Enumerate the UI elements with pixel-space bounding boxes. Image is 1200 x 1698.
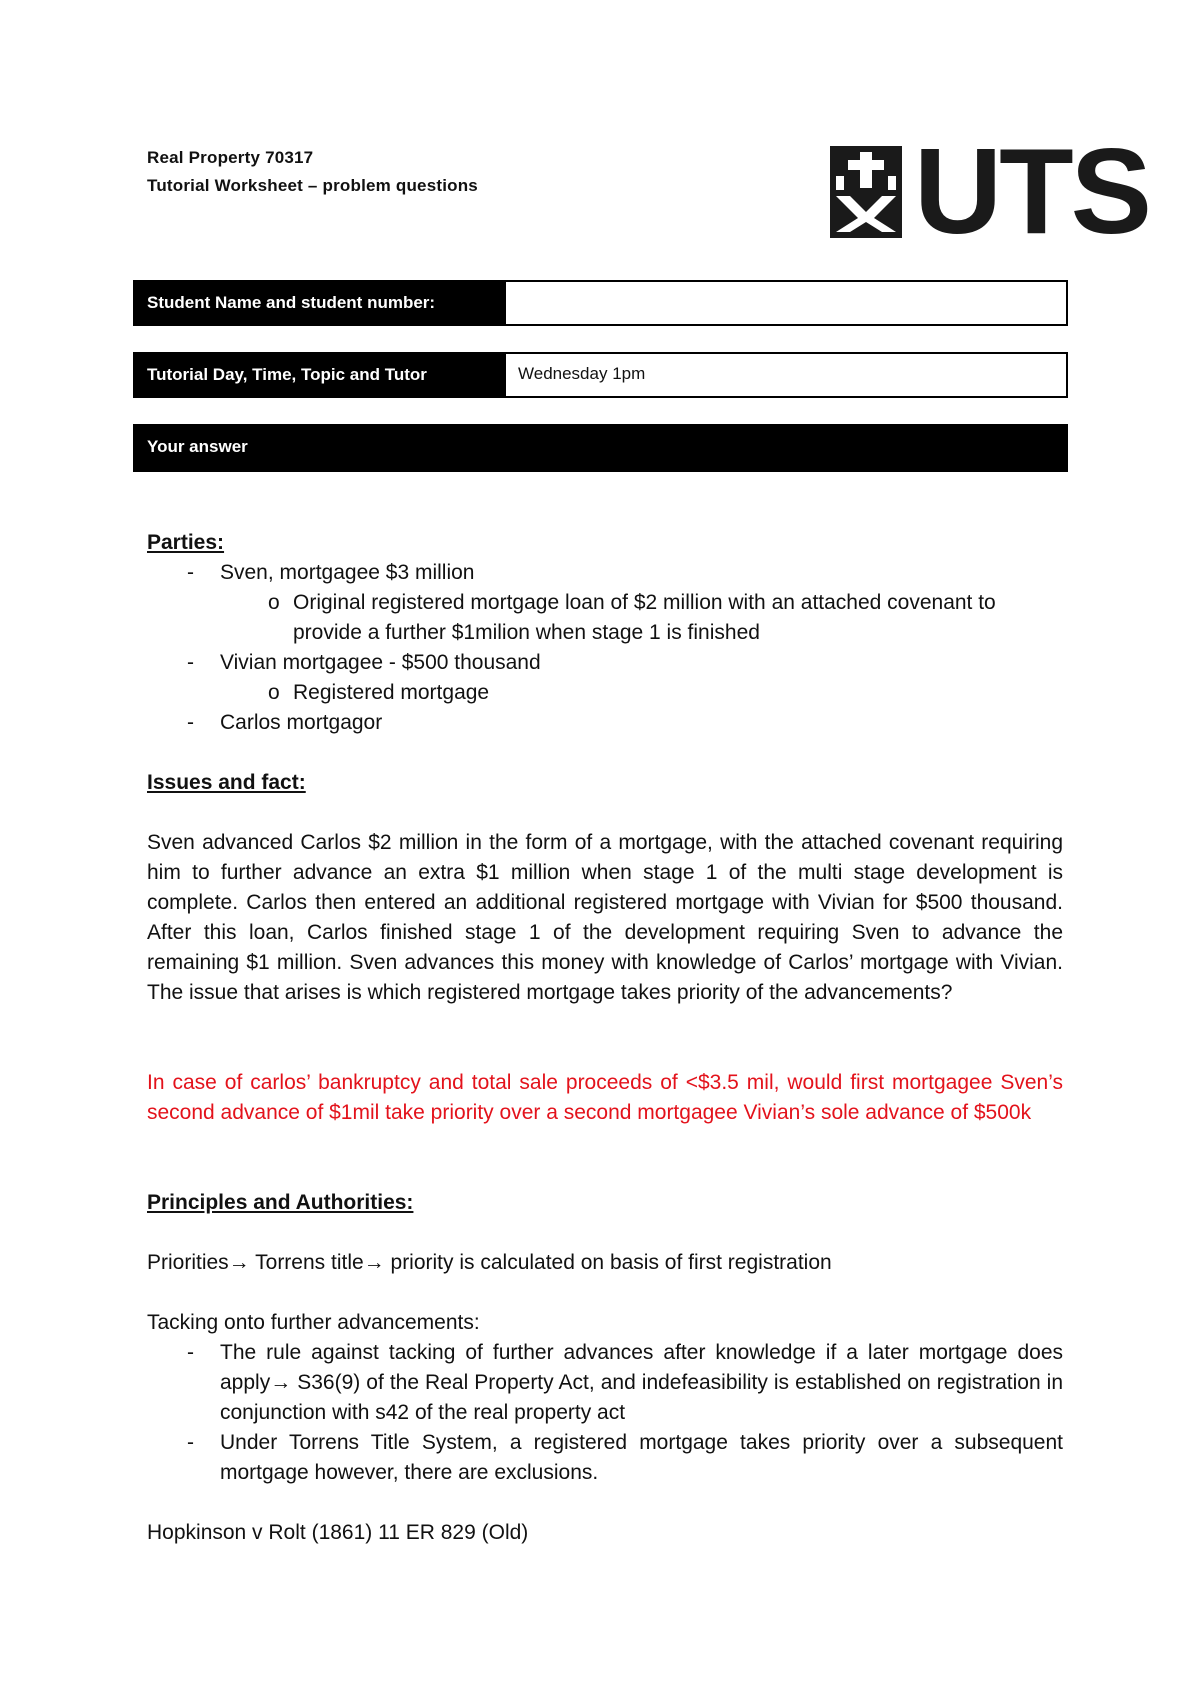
case-citation: Hopkinson v Rolt (1861) 11 ER 829 (Old) <box>147 1521 529 1544</box>
list-item-text: Under Torrens Title System, a registered mortgage takes priority over a subsequent mortgage however, there are exclusions. <box>220 1431 1063 1484</box>
tacking-heading: Tacking onto further advancements: <box>147 1311 480 1334</box>
dash-marker: - <box>187 711 194 734</box>
principles-heading: Principles and Authorities: <box>147 1191 414 1214</box>
dash-marker: - <box>187 651 194 674</box>
dash-marker: - <box>187 561 194 584</box>
student-name-field[interactable] <box>506 282 1066 324</box>
tutorial-row <box>133 352 1068 398</box>
circle-marker: o <box>268 591 280 614</box>
list-item-text: Sven, mortgagee $3 million <box>220 561 475 584</box>
uts-logo <box>830 123 1149 259</box>
tutorial-field[interactable] <box>506 354 1066 396</box>
course-subtitle: Tutorial Worksheet – problem questions <box>147 176 478 195</box>
dash-marker: - <box>187 1431 194 1454</box>
uts-logo-text: UTS <box>914 123 1149 259</box>
list-item-text: Carlos mortgagor <box>220 711 383 734</box>
issues-heading: Issues and fact: <box>147 771 306 794</box>
tutorial-value: Wednesday 1pm <box>518 364 646 383</box>
parties-heading: Parties: <box>147 531 225 554</box>
list-item-text: Vivian mortgagee - $500 thousand <box>220 651 541 674</box>
list-item-text: Registered mortgage <box>293 681 490 704</box>
circle-marker: o <box>268 681 280 704</box>
course-title: Real Property 70317 <box>147 148 314 167</box>
your-answer-label: Your answer <box>147 437 248 456</box>
list-item-text: The rule against tacking of further advances after knowledge if a later mortgage does apply→ S36(9) of the Real Property Act, and indefeasibility is established on registration in conjunction with s42 of the real property act <box>220 1341 1063 1424</box>
issues-paragraph: Sven advanced Carlos $2 million in the form of a mortgage, with the attached covenant requiring him to further advance an extra $1 million when stage 1 of the multi stage development is complete. Carlos then entered an additional registered mortgage with Vivian for $500 thousand. After this loan, Carlos finished stage 1 of the development requiring Sven to advance the remaining $1 million. Sven advances this money with knowledge of Carlos’ mortgage with Vivian. The issue that arises is which registered mortgage takes priority of the advancements? <box>147 831 1063 1004</box>
priorities-line: Priorities→ Torrens title→ priority is calculated on basis of first registration <box>147 1251 832 1274</box>
dash-marker: - <box>187 1341 194 1364</box>
student-name-row <box>133 280 1068 326</box>
issue-question: In case of carlos’ bankruptcy and total sale proceeds of <$3.5 mil, would first mortgagee Sven’s second advance of $1mil take priority over a second mortgagee Vivian’s sole advance of $500k <box>147 1071 1063 1124</box>
student-name-label: Student Name and student number: <box>147 293 436 312</box>
list-item-text: Original registered mortgage loan of $2 million with an attached covenant to provide a further $1milion when stage 1 is finished <box>293 591 996 644</box>
tutorial-label: Tutorial Day, Time, Topic and Tutor <box>147 365 427 384</box>
your-answer-bar <box>133 424 1068 472</box>
uts-crest-icon <box>830 146 902 238</box>
